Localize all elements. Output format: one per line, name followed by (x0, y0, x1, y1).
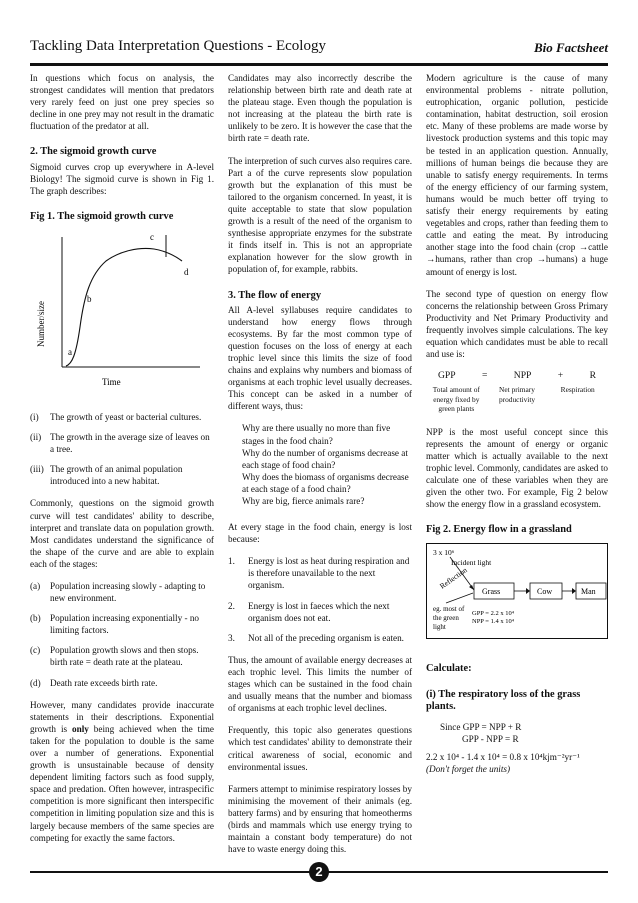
incident-value: 3 x 10⁶ (433, 547, 455, 557)
arrow-icon: → (536, 254, 546, 265)
reflection-label: Reflection (437, 564, 469, 591)
energy-flow-heading: 3. The flow of energy (228, 289, 322, 301)
cow-man-arrowhead (572, 588, 576, 594)
question-item: Why are big, fierce animals rare? (242, 496, 365, 506)
example-list (30, 411, 214, 487)
reflection-arrow (446, 593, 473, 603)
arrow-icon: → (578, 242, 589, 253)
sigmoid-chart (30, 227, 214, 397)
stage-list (30, 580, 214, 689)
equation-labels: Total amount of energy fixed by green plants Net primary productivity Respiration (432, 385, 595, 414)
column-3 (426, 72, 608, 775)
x-axis-label: Time (102, 376, 121, 387)
gpp-paragraph: The second type of question on energy flow concerns the relationship between Gross Primary Productivity and Net Primary Productivity and frequently involves simple calculations. The key equation which candidates must be able to recall and use is: (426, 288, 608, 360)
incident-label: Incident light (451, 557, 492, 567)
stage-item: (b) Population increasing exponentially - no limiting factors. (30, 613, 200, 636)
header-brand: Bio Factsheet (533, 40, 608, 55)
intro-paragraph: In questions which focus on analysis, the strongest candidates will mention that predators very rarely feed on just one prey species so decline in one prey may not result in the dramatic fluctuation of the predator at all. (30, 73, 214, 132)
grass-cow-arrowhead (526, 588, 530, 594)
arrow-icon: → (426, 254, 436, 265)
npp-value: NPP = 1.4 x 10⁴ (472, 617, 514, 625)
grass-label: Grass (482, 586, 501, 596)
label-d: d (184, 266, 189, 277)
page-number: 2 (309, 862, 329, 882)
sigmoid-heading: 2. The sigmoid growth curve (30, 146, 157, 158)
page-header (30, 38, 608, 60)
calc-result: 2.2 x 10⁴ - 1.4 x 10⁴ = 0.8 x 10⁴kjm⁻²yr⁻¹ (426, 751, 580, 762)
calc-line-1: Since GPP = NPP + R (440, 721, 522, 732)
header-title: Tackling Data Interpretation Questions - Ecology (30, 38, 326, 54)
respiratory-question: (i) The respiratory loss of the grass plants. (426, 688, 581, 712)
stage-item: (c) Population growth slows and then stops. birth rate = death rate at the plateau. (30, 645, 199, 668)
energy-flow-paragraph: All A-level syllabuses require candidates to understand how energy flows through ecosystems. By far the most common type of question focuses on the loss of energy at each trophic level since this limits the size of food chains and explains why numbers and biomass of organisms at each trophic level usually decreases. This concept can be asked in a number of different ways, thus: (228, 304, 412, 412)
incident-arrowhead (469, 585, 474, 590)
stage-item: (a) Population increasing slowly - adapting to new environment. (30, 580, 206, 604)
npp-paragraph: NPP is the most useful concept since this represents the amount of energy or organic matter which is actually available to the next trophic level. Commonly, candidates are asked to calculate one of these variables when they are given the other two. For example, Fig 2 below show the energy flow in a grassland ecosystem. (426, 426, 608, 510)
energy-lost-intro: At every stage in the food chain, energy is lost because: (228, 522, 412, 545)
calc-line-2: GPP - NPP = R (462, 733, 519, 744)
fig2-title: Fig 2. Energy flow in a grassland (426, 524, 572, 536)
y-axis-label: Number/size (36, 300, 46, 347)
calculation-block (426, 721, 608, 745)
man-label: Man (581, 586, 596, 596)
however-paragraph: However, many candidates provide inaccurate statements in their descriptions. Exponential growth is only being achieved when the time taken for the population to double is the same over a number of generations. Exponential growth is unsustainable because of density dependent limiting factors such as food supply, space and predation. Often however, intraspecific competition is more significant then interspecific competition in limiting population size and this is largely because members of the same species are competing for exactly the same factors. (30, 699, 215, 843)
common-paragraph: Commonly, questions on the sigmoid growth curve will test candidates' ability to describe, interpret and translate data on population growth. Most candidates understand the significance of the shape of the curve and are able to explain each of the stages: (30, 498, 214, 569)
example-item: (ii) The growth in the average size of leaves on a tree. (30, 432, 210, 455)
label-a: a (68, 346, 72, 357)
header-rule (30, 63, 608, 66)
thus-paragraph: Thus, the amount of available energy decreases at each trophic level. This limits the number of stages which can be sustained in the food chain and usually means that the number and biomass of organisms at each trophic level declines. (228, 654, 412, 714)
fig1-title: Fig 1. The sigmoid growth curve (30, 210, 174, 222)
example-item: (iii) The growth of an animal population introduced into a new habitat. (30, 464, 183, 487)
question-item: Why are there usually no more than five stages in the food chain? (242, 423, 391, 446)
farmers-paragraph: Farmers attempt to minimise respiratory losses by minimising the movement of their animals (eg. battery farms) and by ensuring that homeotherms (birds and mammals which use energy trying to maintain a constant body temperature) do not have to waste energy doing this. (228, 783, 412, 855)
cow-label: Cow (537, 586, 553, 596)
label-c: c (150, 231, 154, 242)
sigmoid-curve (66, 248, 182, 366)
column-2 (228, 72, 412, 865)
column-1 (30, 72, 214, 854)
gpp-equation: GPP = NPP + R (438, 370, 596, 382)
energy-flow-diagram (426, 543, 608, 639)
interpretation-paragraph: The interpretion of such curves also requires care. Part a of the curve represents slow population growth but the explanation of this must be tailored to the organism concerned. In yeast, it is quite acceptable to state that slow population growth is a result of the need of the organism to synthesise appropriate enzymes for the substrate it finds itself in. This is not an appropriate explanation however for the slow growth in population of, for example, rabbits. (228, 155, 412, 275)
stage-item: (d) Death rate exceeds birth rate. (30, 677, 158, 688)
label-b: b (87, 293, 92, 304)
example-item: (i) The growth of yeast or bacterial cultures. (30, 411, 202, 422)
question-item: Why does the biomass of organisms decrease at each stage of a food chain? (242, 471, 409, 494)
calculate-heading: Calculate: (426, 662, 472, 674)
question-list (228, 422, 412, 507)
sigmoid-paragraph: Sigmoid curves crop up everywhere in A-level Biology! The sigmoid curve is shown in Fig 1. The graph describes: (30, 161, 214, 196)
reason-item: 1. Energy is lost as heat during respiration and is therefore unavailable to the next organism. (228, 556, 410, 591)
question-item: Why do the number of organisms decrease at each stage of food chain? (242, 447, 408, 470)
reason-item: 3. Not all of the preceding organism is eaten. (228, 632, 404, 643)
green-light-label: eg. most of the green light (433, 604, 465, 631)
reason-list (228, 555, 412, 644)
reason-item: 2. Energy is lost in faeces which the next organism does not eat. (228, 600, 390, 623)
birth-death-paragraph: Candidates may also incorrectly describe the relationship between birth rate and death rate at the plateau stage. Even though the population is not increasing at the plateau the birth rate is unlikely to be zero. It is however the case that the birth rate = death rate. (228, 73, 412, 144)
gpp-value: GPP = 2.2 x 10⁴ (472, 609, 514, 617)
frequently-paragraph: Frequently, this topic also generates questions which test candidates' ability to demonstrate their critical awareness of social, economic and environmental issues. (228, 725, 412, 772)
units-note: (Don't forget the units) (426, 764, 511, 775)
agriculture-paragraph: Modern agriculture is the cause of many environmental problems - nitrate pollution, eutrophication, organic pollution, pesticide contamination, habitat destruction, soil erosion etc. Many of these problems are made worse by livestock production systems and this topic may be tested in an application question. Annually, millions of human beings die because they are unable to satisfy energy requirements. In terms of the energy efficiency of our farming system, humans would be much better off trying to satisfy their energy requirements by eating vegetables and crops, rather than feeding them to cattle and eating the meat. By introducing another stage into the food chain (crop →cattle →humans, rather than crop →humans) a huge amount of energy is lost. (426, 73, 608, 277)
